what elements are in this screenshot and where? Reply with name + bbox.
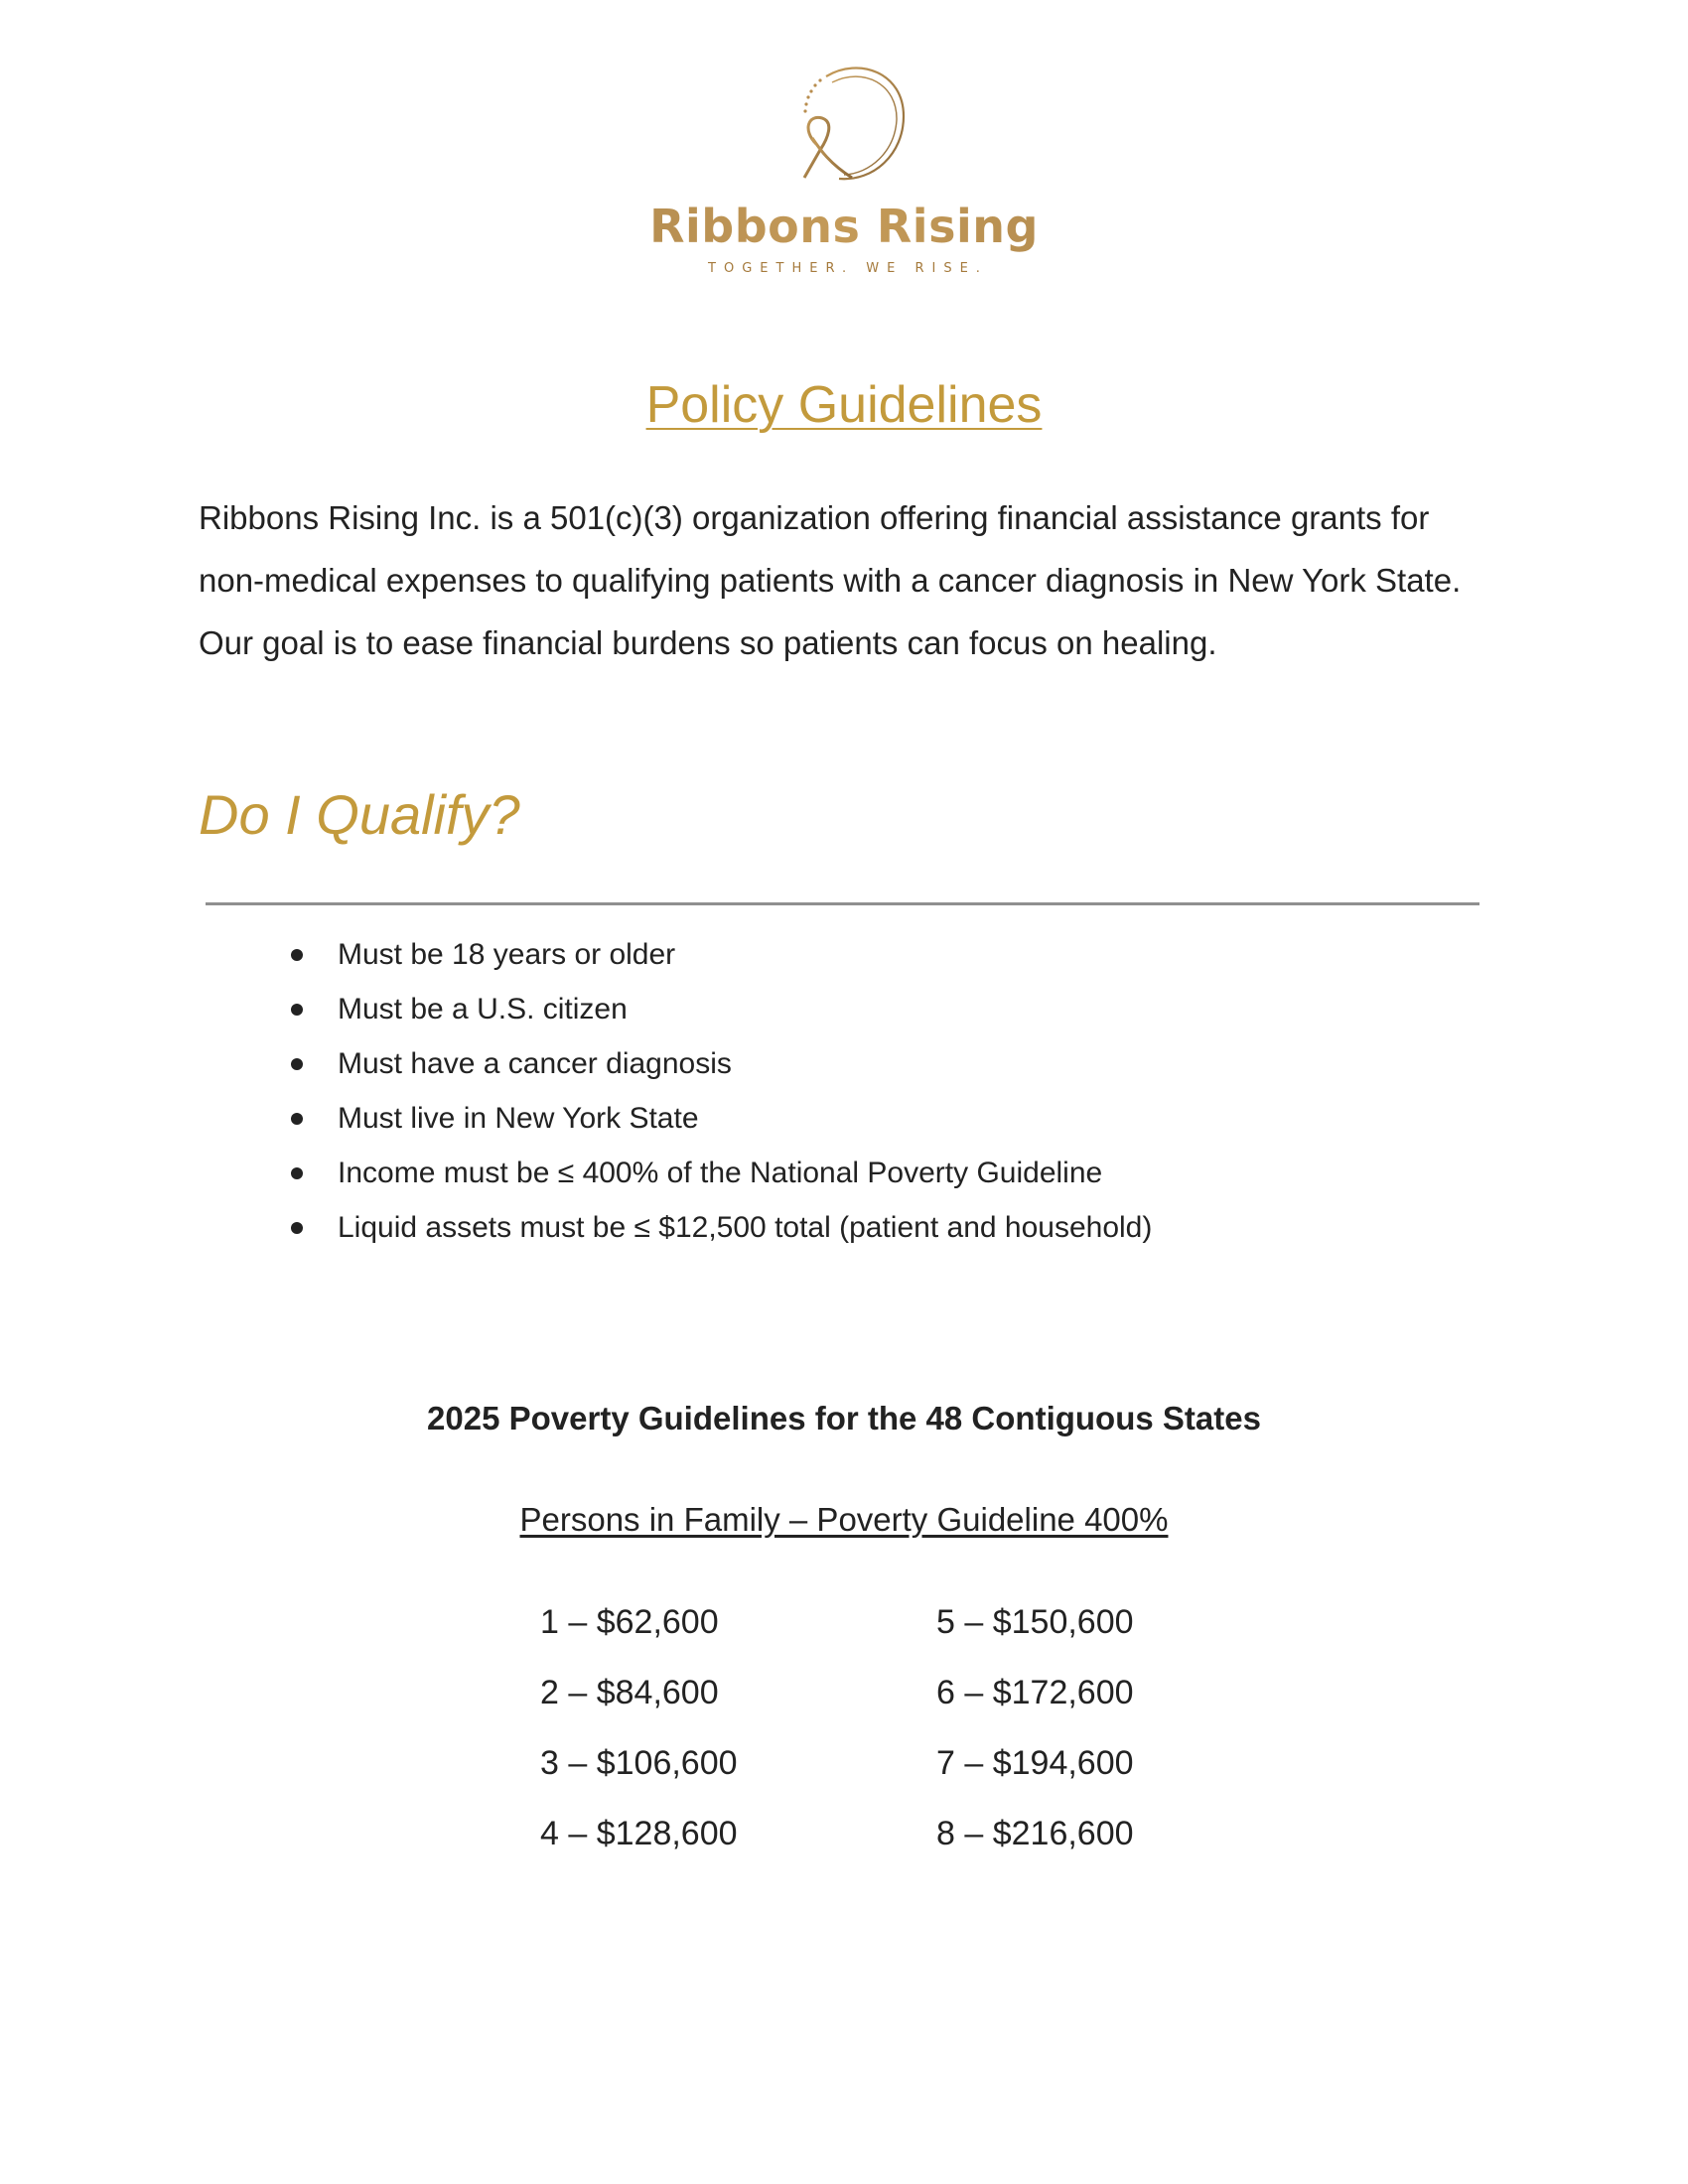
criterion-text: Income must be ≤ 400% of the National Poverty Guideline <box>338 1157 1103 1189</box>
bullet-icon <box>291 1058 303 1070</box>
poverty-guidelines-heading: 2025 Poverty Guidelines for the 48 Contiguous States <box>427 1400 1261 1436</box>
guideline-item: 4 – $128,600 <box>540 1815 738 1852</box>
criterion-text: Must live in New York State <box>338 1102 699 1135</box>
guideline-item: 6 – $172,600 <box>936 1674 1134 1711</box>
criterion-text: Must be 18 years or older <box>338 938 676 971</box>
guideline-item: 3 – $106,600 <box>540 1744 738 1782</box>
guideline-item: 2 – $84,600 <box>540 1674 719 1711</box>
ribbon-circle-icon <box>765 55 923 194</box>
criterion-text: Liquid assets must be ≤ $12,500 total (patient and household) <box>338 1211 1153 1244</box>
list-item <box>288 1208 1152 1263</box>
guideline-column-left <box>540 1600 738 1882</box>
list-item <box>288 1154 1152 1208</box>
bullet-icon <box>291 1113 303 1125</box>
list-item <box>288 990 1152 1044</box>
bullet-icon <box>291 1222 303 1234</box>
logo-wordmark: Ribbons Rising <box>0 200 1688 253</box>
bullet-icon <box>291 949 303 961</box>
guideline-column-right <box>936 1600 1134 1882</box>
page-title: Policy Guidelines <box>645 376 1043 434</box>
list-item <box>288 935 1152 990</box>
criterion-text: Must have a cancer diagnosis <box>338 1047 732 1080</box>
criterion-text: Must be a U.S. citizen <box>338 993 628 1025</box>
intro-paragraph: Ribbons Rising Inc. is a 501(c)(3) organization offering financial assistance grants for non-medical expenses to qualifying patients with a cancer diagnosis in New York State. Our goal is to ease financial burdens so patients can focus on healing. <box>199 499 1462 661</box>
bullet-icon <box>291 1004 303 1016</box>
section-divider <box>206 902 1479 905</box>
logo-tagline: TOGETHER. WE RISE. <box>708 261 988 276</box>
list-item <box>288 1099 1152 1154</box>
guideline-item: 5 – $150,600 <box>936 1603 1134 1641</box>
bullet-icon <box>291 1167 303 1179</box>
guideline-item: 1 – $62,600 <box>540 1603 719 1641</box>
guideline-item: 7 – $194,600 <box>936 1744 1134 1782</box>
poverty-guidelines-subheading: Persons in Family – Poverty Guideline 400% <box>519 1501 1169 1538</box>
qualify-heading: Do I Qualify? <box>199 783 520 846</box>
guideline-item: 8 – $216,600 <box>936 1815 1134 1852</box>
ribbons-rising-logo <box>0 55 1688 276</box>
criteria-list <box>288 935 1152 1263</box>
list-item <box>288 1044 1152 1099</box>
